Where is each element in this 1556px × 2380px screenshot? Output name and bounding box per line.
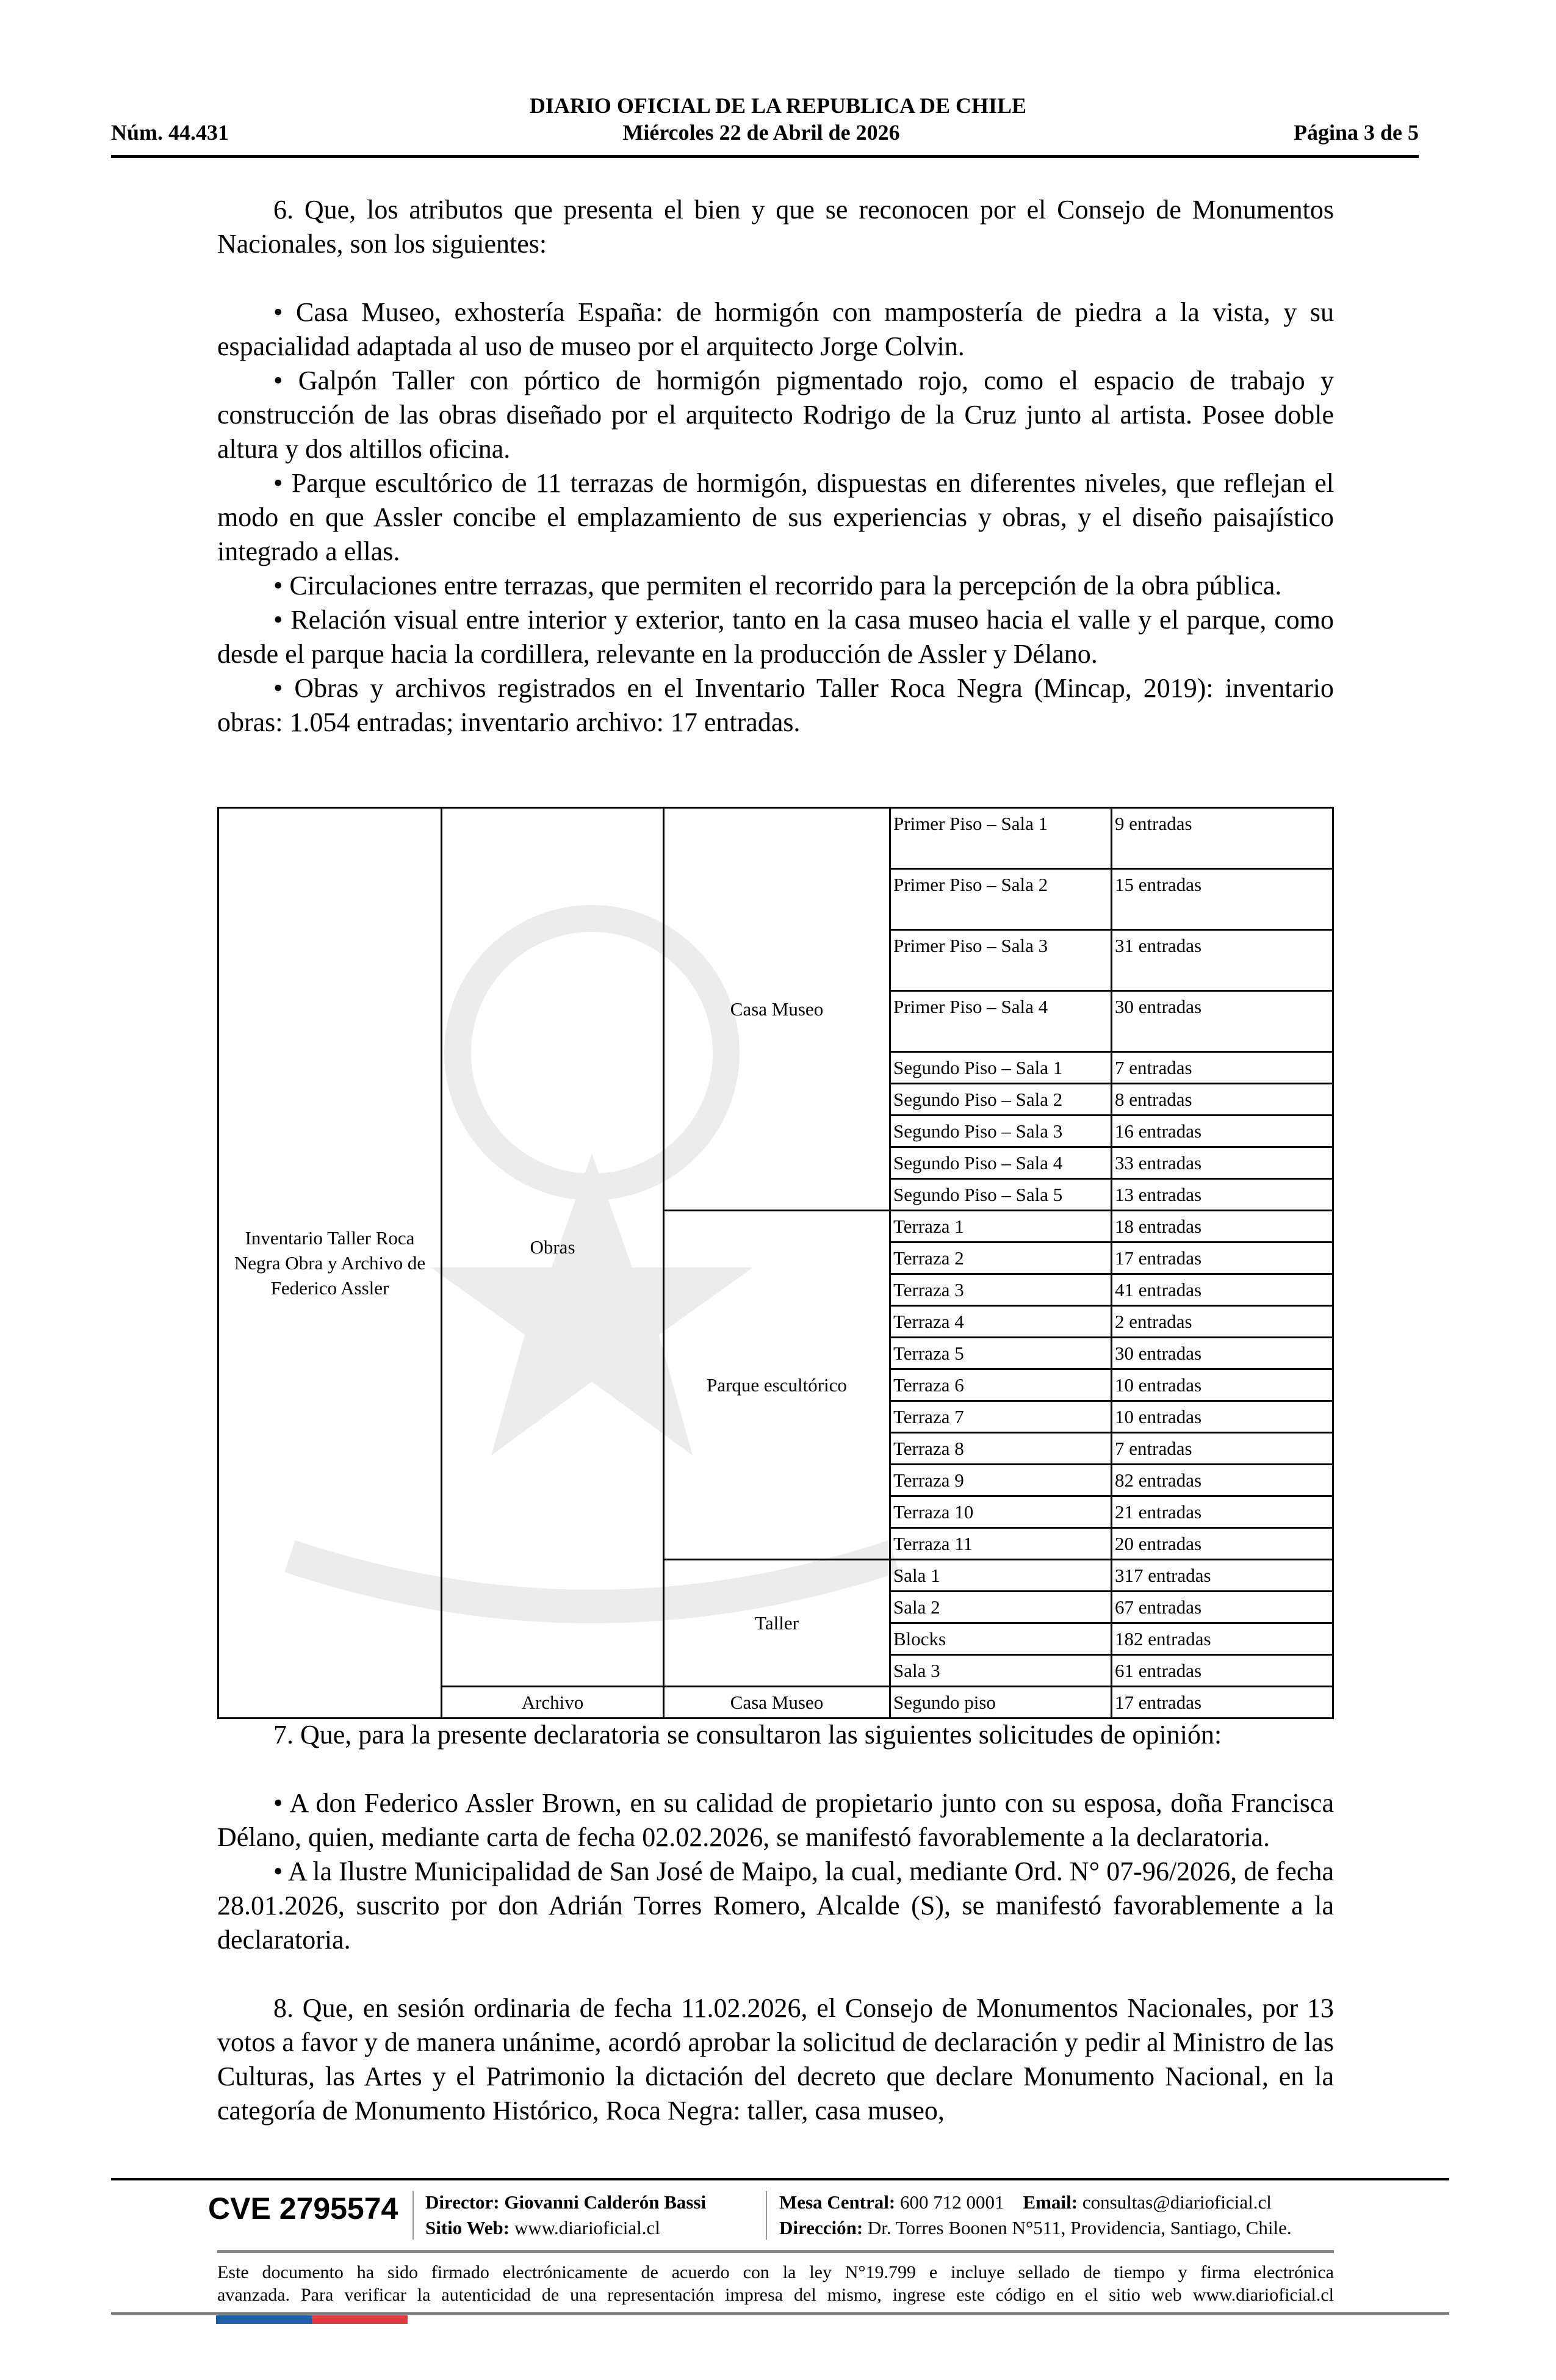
- count-cell: 182 entradas: [1112, 1623, 1333, 1655]
- location-cell: Casa Museo: [664, 808, 890, 1211]
- email-link[interactable]: consultas@diarioficial.cl: [1082, 2191, 1272, 2213]
- bullet: • Circulaciones entre terrazas, que permiten el recorrido para la percepción de la obra pública.: [273, 571, 1282, 600]
- location-cell: Taller: [664, 1560, 890, 1687]
- issue-date: Miércoles 22 de Abril de 2026: [622, 120, 900, 145]
- flag-stripe-blue: [216, 2315, 312, 2324]
- section-7-intro: 7. Que, para la presente declaratoria se consultaron las siguientes solicitudes de opinión:: [273, 1720, 1222, 1750]
- disclaimer-line: avanzada. Para verificar la autenticidad de una representación impresa del mismo, ingrese este código en el sitio web www.diarioficial.cl: [217, 2285, 1334, 2305]
- footer-separator: [766, 2191, 767, 2240]
- place-cell: Blocks: [890, 1623, 1112, 1655]
- location-cell: Parque escultórico: [664, 1211, 890, 1560]
- place-cell: Terraza 5: [890, 1338, 1112, 1369]
- count-cell: 16 entradas: [1112, 1116, 1333, 1147]
- location-cell: Casa Museo: [664, 1687, 890, 1718]
- place-cell: Terraza 10: [890, 1496, 1112, 1528]
- place-cell: Terraza 3: [890, 1274, 1112, 1306]
- count-cell: 31 entradas: [1112, 930, 1333, 991]
- director-name: Giovanni Calderón Bassi: [504, 2191, 707, 2213]
- count-cell: 61 entradas: [1112, 1655, 1333, 1687]
- count-cell: 8 entradas: [1112, 1084, 1333, 1116]
- place-cell: Segundo Piso – Sala 4: [890, 1147, 1112, 1179]
- bullet: • A don Federico Assler Brown, en su calidad de propietario junto con su esposa, doña Francisca Délano, quien, mediante carta de fecha 02.02.2026, se manifestó favorablemente a la declaratoria.: [217, 1788, 1334, 1852]
- email-label: Email:: [1023, 2191, 1078, 2213]
- count-cell: 7 entradas: [1112, 1052, 1333, 1084]
- bullet: • Relación visual entre interior y exterior, tanto en la casa museo hacia el valle y el parque, como desde el parque hacia la cordillera, relevante en la producción de Assler y Délano.: [217, 605, 1334, 669]
- count-cell: 17 entradas: [1112, 1242, 1333, 1274]
- bullet: • Parque escultórico de 11 terrazas de hormigón, dispuestas en diferentes niveles, que reflejan el modo en que Assler concibe el emplazamiento de sus experiencias y obras, y el diseño paisajístico integrado a ellas.: [217, 468, 1334, 566]
- footer-director-block: [425, 2190, 706, 2241]
- place-cell: Terraza 8: [890, 1433, 1112, 1465]
- count-cell: 30 entradas: [1112, 991, 1333, 1052]
- place-cell: Primer Piso – Sala 2: [890, 869, 1112, 930]
- flag-stripe-red: [312, 2315, 408, 2324]
- place-cell: Segundo Piso – Sala 5: [890, 1179, 1112, 1211]
- obras-cell: Obras: [442, 808, 664, 1687]
- section-8: 8. Que, en sesión ordinaria de fecha 11.02.2026, el Consejo de Monumentos Nacionales, por 13 votos a favor y de manera unánime, acordó aprobar la solicitud de declaración y pedir al Ministro de las Culturas, las Artes y el Patrimonio la dictación del decreto que declare Monumento Nacional, en la categoría de Monumento Histórico, Roca Negra: taller, casa museo,: [217, 1993, 1334, 2126]
- address-label: Dirección:: [779, 2217, 863, 2238]
- count-cell: 30 entradas: [1112, 1338, 1333, 1369]
- place-cell: Terraza 4: [890, 1306, 1112, 1338]
- section-7: [217, 1718, 1334, 2128]
- count-cell: 9 entradas: [1112, 808, 1333, 869]
- count-cell: 41 entradas: [1112, 1274, 1333, 1306]
- web-label: Sitio Web:: [425, 2217, 510, 2238]
- bullet: • A la Ilustre Municipalidad de San José de Maipo, la cual, mediante Ord. N° 07-96/2026, de fecha 28.01.2026, suscrito por don Adrián Torres Romero, Alcalde (S), se manifestó favorablemente a la declaratoria.: [217, 1856, 1334, 1955]
- count-cell: 2 entradas: [1112, 1306, 1333, 1338]
- footer-inner-divider: [217, 2250, 1334, 2253]
- disclaimer-line: Este documento ha sido firmado electrónicamente de acuerdo con la ley N°19.799 e incluye sellado de tiempo y firma electrónica: [217, 2262, 1334, 2282]
- place-cell: Sala 2: [890, 1592, 1112, 1623]
- place-cell: Terraza 7: [890, 1401, 1112, 1433]
- place-cell: Terraza 1: [890, 1211, 1112, 1242]
- count-cell: 20 entradas: [1112, 1528, 1333, 1560]
- header-divider: [111, 155, 1419, 158]
- count-cell: 67 entradas: [1112, 1592, 1333, 1623]
- header-row: [111, 120, 1419, 145]
- count-cell: 7 entradas: [1112, 1433, 1333, 1465]
- phone-label: Mesa Central:: [779, 2191, 896, 2213]
- count-cell: 82 entradas: [1112, 1465, 1333, 1496]
- count-cell: 33 entradas: [1112, 1147, 1333, 1179]
- address: Dr. Torres Boonen N°511, Providencia, Santiago, Chile.: [867, 2217, 1292, 2238]
- web-link[interactable]: www.diarioficial.cl: [514, 2217, 660, 2238]
- place-cell: Segundo Piso – Sala 1: [890, 1052, 1112, 1084]
- footer-divider: [111, 2178, 1449, 2180]
- bullet: • Obras y archivos registrados en el Inventario Taller Roca Negra (Mincap, 2019): inventario obras: 1.054 entradas; inventario archivo: 17 entradas.: [217, 673, 1334, 737]
- page-number: Página 3 de 5: [1293, 120, 1419, 145]
- place-cell: Terraza 6: [890, 1369, 1112, 1401]
- place-cell: Segundo piso: [890, 1687, 1112, 1718]
- place-cell: Terraza 2: [890, 1242, 1112, 1274]
- place-cell: Segundo Piso – Sala 3: [890, 1116, 1112, 1147]
- place-cell: Primer Piso – Sala 3: [890, 930, 1112, 991]
- place-cell: Segundo Piso – Sala 2: [890, 1084, 1112, 1116]
- footer-contact-block: [779, 2190, 1292, 2241]
- count-cell: 21 entradas: [1112, 1496, 1333, 1528]
- footer-separator: [412, 2191, 414, 2240]
- footer-bottom-line: [111, 2312, 1449, 2315]
- director-label: Director:: [425, 2191, 500, 2213]
- section-6-intro: 6. Que, los atributos que presenta el bien y que se reconocen por el Consejo de Monumentos Nacionales, son los siguientes:: [217, 195, 1334, 259]
- newspaper-title: DIARIO OFICIAL DE LA REPUBLICA DE CHILE: [529, 93, 1027, 118]
- count-cell: 15 entradas: [1112, 869, 1333, 930]
- table-row: [218, 808, 1333, 869]
- count-cell: 10 entradas: [1112, 1369, 1333, 1401]
- inventory-table: [217, 807, 1334, 1719]
- count-cell: 13 entradas: [1112, 1179, 1333, 1211]
- section-6: [217, 193, 1334, 740]
- count-cell: 18 entradas: [1112, 1211, 1333, 1242]
- issue-number: Núm. 44.431: [111, 120, 229, 145]
- phone: 600 712 0001: [900, 2191, 1004, 2213]
- count-cell: 17 entradas: [1112, 1687, 1333, 1718]
- inventory-cell: Inventario Taller Roca Negra Obra y Archivo de Federico Assler: [218, 808, 442, 1718]
- archivo-cell: Archivo: [442, 1687, 664, 1718]
- count-cell: 10 entradas: [1112, 1401, 1333, 1433]
- disclaimer: [217, 2261, 1334, 2306]
- place-cell: Terraza 9: [890, 1465, 1112, 1496]
- cve-code: CVE 2795574: [208, 2191, 398, 2226]
- bullet: • Casa Museo, exhostería España: de hormigón con mampostería de piedra a la vista, y su espacialidad adaptada al uso de museo por el arquitecto Jorge Colvin.: [217, 297, 1334, 361]
- place-cell: Primer Piso – Sala 1: [890, 808, 1112, 869]
- place-cell: Sala 1: [890, 1560, 1112, 1592]
- place-cell: Primer Piso – Sala 4: [890, 991, 1112, 1052]
- place-cell: Sala 3: [890, 1655, 1112, 1687]
- bullet: • Galpón Taller con pórtico de hormigón pigmentado rojo, como el espacio de trabajo y construcción de las obras diseñado por el arquitecto Rodrigo de la Cruz junto al artista. Posee doble altura y dos altillos oficina.: [217, 366, 1334, 464]
- count-cell: 317 entradas: [1112, 1560, 1333, 1592]
- place-cell: Terraza 11: [890, 1528, 1112, 1560]
